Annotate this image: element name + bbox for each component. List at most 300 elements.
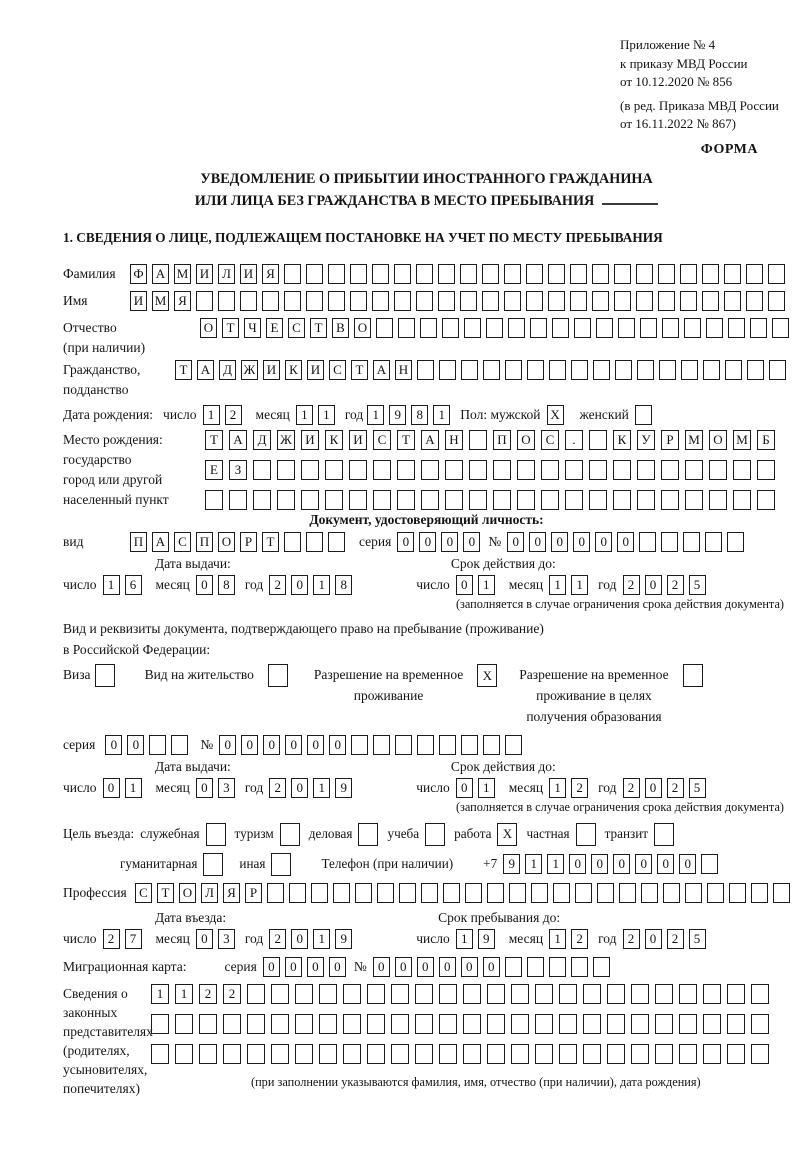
doc-number-cell bbox=[727, 532, 744, 552]
profession-cell bbox=[597, 883, 614, 903]
surname-cell bbox=[372, 264, 389, 284]
surname-cell bbox=[306, 264, 323, 284]
profession-cell: О bbox=[179, 883, 196, 903]
citizenship-cell bbox=[549, 360, 566, 380]
representatives-cell: 2 bbox=[199, 984, 217, 1004]
doc-type-cell: С bbox=[174, 532, 191, 552]
purpose-study-label: учеба bbox=[387, 826, 420, 841]
representatives-note: (при заполнении указываются фамилия, имя, отчество (при наличии), дата рождения) bbox=[251, 1074, 701, 1089]
issue-year-cell: 9 bbox=[335, 778, 352, 798]
representatives-cell bbox=[271, 1044, 289, 1064]
temp-permit-label-line2: проживание bbox=[353, 687, 424, 703]
residence-number-cell: 0 bbox=[219, 735, 236, 755]
surname-cell bbox=[284, 264, 301, 284]
residence-permit-option bbox=[145, 664, 288, 687]
birth-place-cell: С bbox=[541, 430, 559, 450]
citizenship-cell bbox=[681, 360, 698, 380]
surname-cell bbox=[460, 264, 477, 284]
given-name-cell bbox=[592, 291, 609, 311]
number-label: № bbox=[488, 533, 502, 549]
edu-permit-label bbox=[519, 664, 668, 727]
representatives-row1-cells bbox=[151, 984, 769, 1004]
purpose-private-label: частная bbox=[526, 826, 570, 841]
purpose-transit-checkbox bbox=[654, 823, 674, 846]
purpose-business-checkbox bbox=[358, 823, 378, 846]
citizenship-cell bbox=[505, 360, 522, 380]
issue-day-cell: 6 bbox=[125, 575, 142, 595]
patronymic-cell bbox=[618, 318, 635, 338]
birth-place-label-line: Место рождения: bbox=[63, 431, 163, 447]
birth-place-cell: Е bbox=[205, 460, 223, 480]
profession-cell bbox=[355, 883, 372, 903]
representatives-cell bbox=[487, 1014, 505, 1034]
citizenship-cell bbox=[571, 360, 588, 380]
birth-month-cell: 1 bbox=[296, 405, 313, 425]
stay-month-cells bbox=[549, 929, 588, 949]
representatives-cell bbox=[295, 984, 313, 1004]
representatives-cell bbox=[535, 1044, 553, 1064]
header-line: от 16.11.2022 № 867) bbox=[620, 116, 737, 131]
given-name-cell bbox=[416, 291, 433, 311]
birth-place-cell: Н bbox=[445, 430, 463, 450]
surname-cell bbox=[438, 264, 455, 284]
birth-place-cell bbox=[469, 460, 487, 480]
residence-number-cell: 0 bbox=[285, 735, 302, 755]
profession-cell bbox=[751, 883, 768, 903]
patronymic-cell bbox=[772, 318, 789, 338]
citizenship-cell bbox=[747, 360, 764, 380]
stay-month-cell: 2 bbox=[571, 929, 588, 949]
representatives-cell bbox=[679, 1014, 697, 1034]
birth-place-cell bbox=[709, 490, 727, 510]
birth-place-cell bbox=[373, 460, 391, 480]
birth-place-cell bbox=[373, 490, 391, 510]
representatives-cell bbox=[679, 984, 697, 1004]
surname-cell bbox=[702, 264, 719, 284]
birth-place-cell: Т bbox=[397, 430, 415, 450]
birth-place-cell: П bbox=[493, 430, 511, 450]
stay-day-cell: 1 bbox=[456, 929, 473, 949]
migration-number-cell: 0 bbox=[395, 957, 412, 977]
citizenship-cell bbox=[461, 360, 478, 380]
profession-cell bbox=[729, 883, 746, 903]
day-label: число bbox=[416, 779, 450, 795]
surname-cell bbox=[570, 264, 587, 284]
birth-place-cell bbox=[613, 460, 631, 480]
representatives-cell bbox=[703, 1044, 721, 1064]
residence-number-cell bbox=[373, 735, 390, 755]
entry-date-title: Дата въезда: bbox=[155, 909, 227, 925]
given-name-cell bbox=[350, 291, 367, 311]
month-label: месяц bbox=[155, 779, 190, 795]
profession-cell: Т bbox=[157, 883, 174, 903]
year-label: год bbox=[244, 576, 264, 592]
migration-number-cell bbox=[549, 957, 566, 977]
issue-day-cell: 1 bbox=[125, 778, 142, 798]
surname-cell: А bbox=[152, 264, 169, 284]
representatives-label-line: (родителях, bbox=[63, 1042, 130, 1058]
birth-place-cell: И bbox=[301, 430, 319, 450]
representatives-label-line: попечителях) bbox=[63, 1080, 140, 1096]
residence-series-cell: 0 bbox=[127, 735, 144, 755]
profession-cell bbox=[289, 883, 306, 903]
given-name-cell bbox=[372, 291, 389, 311]
representatives-cell bbox=[463, 984, 481, 1004]
given-name-cell: И bbox=[130, 291, 147, 311]
given-name-cells bbox=[130, 291, 785, 311]
residence-series-cell bbox=[149, 735, 166, 755]
citizenship-cell bbox=[703, 360, 720, 380]
day-label: число bbox=[416, 576, 450, 592]
given-name-cell bbox=[438, 291, 455, 311]
representatives-cell bbox=[319, 1014, 337, 1034]
purpose-transit-checkbox bbox=[654, 823, 674, 846]
given-name-cell bbox=[262, 291, 279, 311]
doc-number-cell bbox=[705, 532, 722, 552]
profession-cell bbox=[509, 883, 526, 903]
residence-doc-intro bbox=[63, 618, 790, 660]
sex-male-label: Пол: мужской bbox=[460, 406, 541, 422]
profession-cell: Р bbox=[245, 883, 262, 903]
given-name-cell bbox=[746, 291, 763, 311]
doc-type-cell: П bbox=[196, 532, 213, 552]
migration-card-row bbox=[63, 957, 790, 977]
valid-until-title: Срок действия до: bbox=[450, 555, 556, 571]
validity-note: (заполняется в случае ограничения срока действия документа) bbox=[455, 799, 784, 814]
residence-doc-series-row bbox=[63, 735, 790, 755]
doc-number-cell bbox=[661, 532, 678, 552]
migration-number-cell bbox=[571, 957, 588, 977]
representatives-cell bbox=[247, 1044, 265, 1064]
title-line-2-text: ИЛИ ЛИЦА БЕЗ ГРАЖДАНСТВА В МЕСТО ПРЕБЫВАНИЯ bbox=[194, 192, 595, 209]
issue-year-cell: 2 bbox=[269, 778, 286, 798]
representatives-cell bbox=[247, 984, 265, 1004]
visa-checkbox bbox=[95, 664, 115, 687]
representatives-cell bbox=[655, 1044, 673, 1064]
surname-cell: М bbox=[174, 264, 191, 284]
year-label: год bbox=[344, 406, 364, 422]
representatives-cell bbox=[295, 1044, 313, 1064]
purpose-transit-label: транзит bbox=[604, 826, 649, 841]
birth-place-cell bbox=[613, 490, 631, 510]
purpose-label: Цель въезда: bbox=[63, 826, 135, 841]
entry-year-cell: 1 bbox=[313, 929, 330, 949]
representatives-cell bbox=[655, 1014, 673, 1034]
edu-permit-checkbox bbox=[683, 664, 703, 687]
birth-place-cell bbox=[733, 460, 751, 480]
identity-issue-date bbox=[63, 575, 352, 595]
doc-number-cell: 0 bbox=[595, 532, 612, 552]
representatives-cell bbox=[559, 1044, 577, 1064]
migration-series-cells bbox=[263, 957, 346, 977]
birth-place-cell bbox=[757, 460, 775, 480]
profession-cells bbox=[135, 883, 790, 903]
birth-place-cell bbox=[229, 490, 247, 510]
year-label: год bbox=[244, 779, 264, 795]
birth-place-cell: . bbox=[565, 430, 583, 450]
birth-place-cell bbox=[277, 490, 295, 510]
expiry-day-cell: 0 bbox=[456, 778, 473, 798]
representatives-cell bbox=[535, 984, 553, 1004]
birth-place-cell: А bbox=[421, 430, 439, 450]
profession-cell: С bbox=[135, 883, 152, 903]
given-name-cell bbox=[526, 291, 543, 311]
month-label: месяц bbox=[508, 930, 544, 946]
birth-place-cell: А bbox=[229, 430, 247, 450]
representatives-cell bbox=[367, 1014, 385, 1034]
birth-place-label bbox=[63, 430, 205, 510]
patronymic-cell bbox=[530, 318, 547, 338]
given-name-row bbox=[63, 291, 790, 311]
citizenship-label-line1: Гражданство, bbox=[63, 361, 141, 377]
given-name-cell bbox=[680, 291, 697, 311]
doc-number-cells bbox=[507, 532, 744, 552]
patronymic-cell: Т bbox=[222, 318, 239, 338]
surname-cell bbox=[746, 264, 763, 284]
birth-place-cell: М bbox=[685, 430, 703, 450]
birth-month-cells bbox=[296, 405, 335, 425]
citizenship-cell bbox=[527, 360, 544, 380]
representatives-cell bbox=[463, 1014, 481, 1034]
birth-date-label: Дата рождения: bbox=[63, 406, 154, 422]
birth-place-cell bbox=[565, 460, 583, 480]
stay-day-cell: 9 bbox=[478, 929, 495, 949]
profession-cell bbox=[531, 883, 548, 903]
surname-cell bbox=[724, 264, 741, 284]
representatives-cell bbox=[511, 984, 529, 1004]
year-label: год bbox=[598, 779, 617, 795]
entry-month-cell: 0 bbox=[196, 929, 213, 949]
surname-cell bbox=[680, 264, 697, 284]
given-name-cell bbox=[768, 291, 785, 311]
doc-series-cell: 0 bbox=[397, 532, 414, 552]
profession-cell bbox=[641, 883, 658, 903]
stay-until-title: Срок пребывания до: bbox=[438, 909, 561, 925]
purpose-business-label: деловая bbox=[308, 826, 353, 841]
patronymic-cell bbox=[684, 318, 701, 338]
surname-cell: Я bbox=[262, 264, 279, 284]
entry-dates-row bbox=[63, 929, 790, 949]
birth-place-cell bbox=[253, 460, 271, 480]
surname-cell bbox=[394, 264, 411, 284]
phone-cell: 9 bbox=[503, 854, 520, 874]
residence-series-cells bbox=[105, 735, 188, 755]
expiry-year-cells bbox=[623, 778, 706, 798]
identity-expiry-date bbox=[416, 575, 705, 595]
representatives-cell bbox=[607, 1044, 625, 1064]
expiry-year-cell: 2 bbox=[667, 575, 684, 595]
purpose-work-checkbox bbox=[497, 823, 517, 846]
residence-series-cell: 0 bbox=[105, 735, 122, 755]
phone-prefix: +7 bbox=[483, 856, 498, 871]
doc-number-cell: 0 bbox=[573, 532, 590, 552]
birth-place-cell bbox=[421, 490, 439, 510]
residence-doc-type-row bbox=[63, 664, 790, 727]
expiry-month-cells bbox=[549, 778, 588, 798]
representatives-cell bbox=[247, 1014, 265, 1034]
stay-year-cell: 0 bbox=[645, 929, 662, 949]
citizenship-cell bbox=[439, 360, 456, 380]
birth-place-cell bbox=[637, 460, 655, 480]
given-name-label: Имя bbox=[63, 292, 88, 308]
temp-permit-label-line1: Разрешение на временное bbox=[313, 666, 464, 682]
representatives-cell bbox=[631, 1044, 649, 1064]
header-line: к приказу МВД России bbox=[620, 55, 748, 71]
residence-number-cell bbox=[439, 735, 456, 755]
representatives-cell bbox=[415, 1044, 433, 1064]
citizenship-cell: А bbox=[373, 360, 390, 380]
representatives-cell bbox=[175, 1044, 193, 1064]
representatives-cell bbox=[439, 984, 457, 1004]
representatives-label-line: законных bbox=[63, 1004, 118, 1020]
purpose-row-2 bbox=[63, 853, 790, 876]
purpose-tourism-label: туризм bbox=[234, 826, 274, 841]
doc-number-cell bbox=[639, 532, 656, 552]
entry-year-cell: 9 bbox=[335, 929, 352, 949]
birth-place-label-line: город или другой bbox=[63, 471, 163, 487]
profession-row bbox=[63, 883, 790, 903]
representatives-cell bbox=[655, 984, 673, 1004]
profession-cell bbox=[333, 883, 350, 903]
year-label: год bbox=[598, 930, 617, 946]
surname-cells bbox=[130, 264, 785, 284]
issue-date-title: Дата выдачи: bbox=[155, 555, 231, 571]
representatives-cell bbox=[151, 1014, 169, 1034]
representatives-cell bbox=[319, 984, 337, 1004]
patronymic-cell bbox=[728, 318, 745, 338]
representatives-cell bbox=[727, 1044, 745, 1064]
month-label: месяц bbox=[508, 576, 544, 592]
header-line: от 10.12.2020 № 856 bbox=[620, 74, 733, 89]
valid-until-title: Срок действия до: bbox=[450, 758, 556, 774]
representatives-cell bbox=[439, 1044, 457, 1064]
birth-place-cell bbox=[517, 490, 535, 510]
representatives-cell bbox=[199, 1044, 217, 1064]
residence-doc-dates-row bbox=[63, 778, 790, 798]
citizenship-cell bbox=[769, 360, 786, 380]
profession-cell bbox=[707, 883, 724, 903]
residence-permit-label: Вид на жительство bbox=[144, 666, 254, 682]
visa-label: Виза bbox=[63, 666, 91, 682]
doc-type-cell bbox=[284, 532, 301, 552]
header-line: Приложение № 4 bbox=[620, 37, 716, 52]
surname-cell bbox=[526, 264, 543, 284]
representatives-cell bbox=[391, 1044, 409, 1064]
birth-place-cell bbox=[205, 490, 223, 510]
birth-place-cell bbox=[517, 460, 535, 480]
migration-number-cell: 0 bbox=[439, 957, 456, 977]
patronymic-label-line1: Отчество bbox=[63, 319, 117, 335]
phone-label: Телефон (при наличии) bbox=[321, 856, 454, 871]
purpose-work-checkbox: X bbox=[497, 823, 517, 846]
profession-cell bbox=[443, 883, 460, 903]
surname-row bbox=[63, 264, 790, 284]
birth-place-cell: О bbox=[709, 430, 727, 450]
migration-card-label: Миграционная карта: bbox=[63, 958, 187, 974]
purpose-humanitarian-checkbox bbox=[203, 853, 223, 876]
patronymic-label bbox=[63, 318, 200, 358]
birth-place-cell bbox=[469, 490, 487, 510]
residence-doc-date-headers bbox=[63, 759, 790, 775]
doc-series-cells bbox=[397, 532, 480, 552]
representatives-cell bbox=[751, 1044, 769, 1064]
birth-place-cell bbox=[325, 490, 343, 510]
migration-number-cell: 0 bbox=[483, 957, 500, 977]
representatives-cell bbox=[343, 1014, 361, 1034]
purpose-tourism-checkbox bbox=[280, 823, 300, 846]
representatives-cell bbox=[679, 1044, 697, 1064]
month-label: месяц bbox=[155, 930, 190, 946]
edu-permit-label-line2: проживание в целях bbox=[536, 687, 652, 703]
sex-male-checkbox: X bbox=[547, 405, 564, 425]
doc-type-cells bbox=[130, 532, 345, 552]
day-label: число bbox=[63, 576, 97, 592]
doc-type-cell: П bbox=[130, 532, 147, 552]
purpose-row bbox=[63, 823, 790, 846]
patronymic-cell bbox=[420, 318, 437, 338]
entry-year-cell: 2 bbox=[269, 929, 286, 949]
identity-doc-dates-row bbox=[63, 575, 790, 595]
residence-issue-date bbox=[63, 778, 352, 798]
patronymic-cell: Е bbox=[266, 318, 283, 338]
residence-number-cell bbox=[461, 735, 478, 755]
entry-date bbox=[63, 929, 352, 949]
patronymic-cell bbox=[486, 318, 503, 338]
phone-cell bbox=[701, 854, 718, 874]
representatives-label-line: представителях bbox=[63, 1023, 153, 1039]
representatives-cell bbox=[439, 1014, 457, 1034]
birth-place-cells-stack bbox=[205, 430, 775, 510]
issue-day-cells bbox=[103, 575, 142, 595]
representatives-cell bbox=[751, 1014, 769, 1034]
patronymic-cell bbox=[596, 318, 613, 338]
representatives-cell bbox=[367, 1044, 385, 1064]
birth-place-cell: Д bbox=[253, 430, 271, 450]
residence-permit-checkbox bbox=[268, 664, 288, 687]
birth-place-cell: К bbox=[325, 430, 343, 450]
edu-permit-label-line3: получения образования bbox=[526, 708, 662, 724]
birth-place-cell bbox=[709, 460, 727, 480]
stay-day-cells bbox=[456, 929, 495, 949]
birth-place-cell: З bbox=[229, 460, 247, 480]
residence-number-cell bbox=[351, 735, 368, 755]
expiry-month-cells bbox=[549, 575, 588, 595]
citizenship-label bbox=[63, 360, 175, 400]
birth-place-label-line: населенный пункт bbox=[63, 491, 169, 507]
given-name-cell bbox=[306, 291, 323, 311]
purpose-official-checkbox bbox=[206, 823, 226, 846]
surname-cell bbox=[482, 264, 499, 284]
residence-number-cells bbox=[219, 735, 522, 755]
expiry-year-cell: 5 bbox=[689, 778, 706, 798]
surname-cell: И bbox=[196, 264, 213, 284]
edu-permit-label-line1: Разрешение на временное bbox=[519, 666, 669, 682]
birth-place-cell bbox=[493, 490, 511, 510]
expiry-year-cell: 2 bbox=[667, 778, 684, 798]
phone-cell: 0 bbox=[679, 854, 696, 874]
representatives-cell bbox=[271, 1014, 289, 1034]
representatives-cell bbox=[223, 1014, 241, 1034]
birth-place-cell bbox=[541, 490, 559, 510]
representatives-cell bbox=[367, 984, 385, 1004]
issue-month-cell: 3 bbox=[218, 778, 235, 798]
doc-type-cell bbox=[306, 532, 323, 552]
phone-cell: 1 bbox=[525, 854, 542, 874]
identity-doc-row bbox=[63, 532, 790, 552]
migration-series-cell: 0 bbox=[307, 957, 324, 977]
migration-number-cell: 0 bbox=[373, 957, 390, 977]
representatives-cell bbox=[751, 984, 769, 1004]
